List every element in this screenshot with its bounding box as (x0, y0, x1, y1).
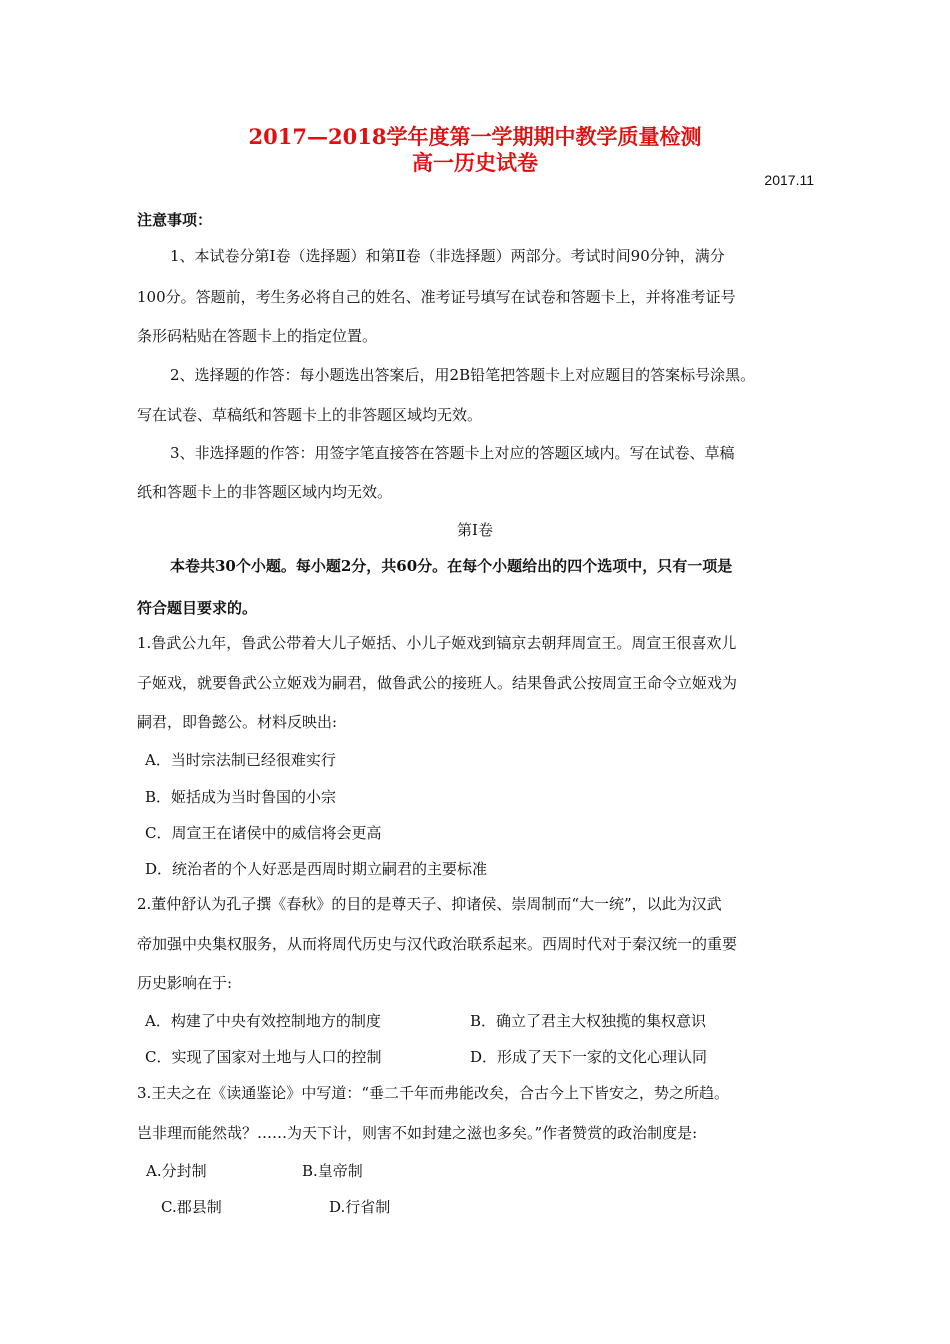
question-3-option-d: D.行省制 (329, 1198, 391, 1216)
question-1-option-a: A．当时宗法制已经很难实行 (145, 751, 336, 769)
notice-item-3-cont: 纸和答题卡上的非答题区域内均无效。 (137, 483, 393, 501)
notice-item-3: 3、非选择题的作答：用签字笔直接答在答题卡上对应的答题区域内。写在试卷、草稿 (170, 444, 735, 462)
question-1-stem-cont: 子姬戏，就要鲁武公立姬戏为嗣君，做鲁武公的接班人。结果鲁武公按周宣王命令立姬戏为 (137, 674, 738, 692)
question-1-stem-cont: 嗣君，即鲁懿公。材料反映出: (137, 713, 338, 731)
question-1-stem: 1.鲁武公九年，鲁武公带着大儿子姬括、小儿子姬戏到镐京去朝拜周宣王。周宣王很喜欢儿 (137, 634, 737, 652)
notice-heading: 注意事项： (137, 211, 213, 229)
notice-item-1-cont: 100分。答题前，考生务必将自己的姓名、准考证号填写在试卷和答题卡上，并将准考证号 (137, 288, 736, 306)
exam-title: 2017—2018学年度第一学期期中教学质量检测 (248, 124, 702, 149)
question-2-option-b: B．确立了君主大权独揽的集权意识 (470, 1012, 707, 1030)
section-intro-cont: 符合题目要求的。 (137, 599, 258, 617)
question-3-option-c: C.郡县制 (161, 1198, 222, 1216)
notice-item-2: 2、选择题的作答：每小题选出答案后，用2B铅笔把答题卡上对应题目的答案标号涂黑。 (170, 366, 756, 384)
section-intro: 本卷共30个小题。每小题2分，共60分。在每个小题给出的四个选项中，只有一项是 (170, 557, 733, 575)
question-2-option-c: C．实现了国家对土地与人口的控制 (145, 1048, 382, 1066)
exam-subtitle: 高一历史试卷 (412, 150, 538, 175)
question-2-stem: 2.董仲舒认为孔子撰《春秋》的目的是尊天子、抑诸侯、崇周制而“大一统”，以此为汉武 (137, 895, 722, 913)
question-3-stem: 3.王夫之在《读通鉴论》中写道：“垂二千年而弗能改矣，合古今上下皆安之，势之所趋。 (137, 1084, 729, 1102)
notice-item-2-cont: 写在试卷、草稿纸和答题卡上的非答题区域均无效。 (137, 406, 483, 424)
question-1-option-d: D．统治者的个人好恶是西周时期立嗣君的主要标准 (145, 860, 488, 878)
question-2-option-d: D．形成了天下一家的文化心理认同 (470, 1048, 708, 1066)
question-3-option-a: A.分封制 (146, 1162, 207, 1180)
question-3-stem-cont: 岂非理而能然哉？……为天下计，则害不如封建之滋也多矣。”作者赞赏的政治制度是: (137, 1124, 698, 1142)
section-title: 第Ⅰ卷 (457, 521, 493, 539)
question-1-option-b: B．姬括成为当时鲁国的小宗 (145, 788, 337, 806)
question-1-option-c: C．周宣王在诸侯中的威信将会更高 (145, 824, 382, 842)
question-2-stem-cont: 历史影响在于: (137, 974, 233, 992)
question-3-option-b: B.皇帝制 (302, 1162, 363, 1180)
question-2-option-a: A．构建了中央有效控制地方的制度 (145, 1012, 381, 1030)
question-2-stem-cont: 帝加强中央集权服务，从而将周代历史与汉代政治联系起来。西周时代对于秦汉统一的重要 (137, 935, 738, 953)
exam-date: 2017.11 (764, 172, 814, 188)
notice-item-1: 1、本试卷分第Ⅰ卷（选择题）和第Ⅱ卷（非选择题）两部分。考试时间90分钟，满分 (170, 247, 725, 265)
notice-item-1-cont: 条形码粘贴在答题卡上的指定位置。 (137, 327, 378, 345)
